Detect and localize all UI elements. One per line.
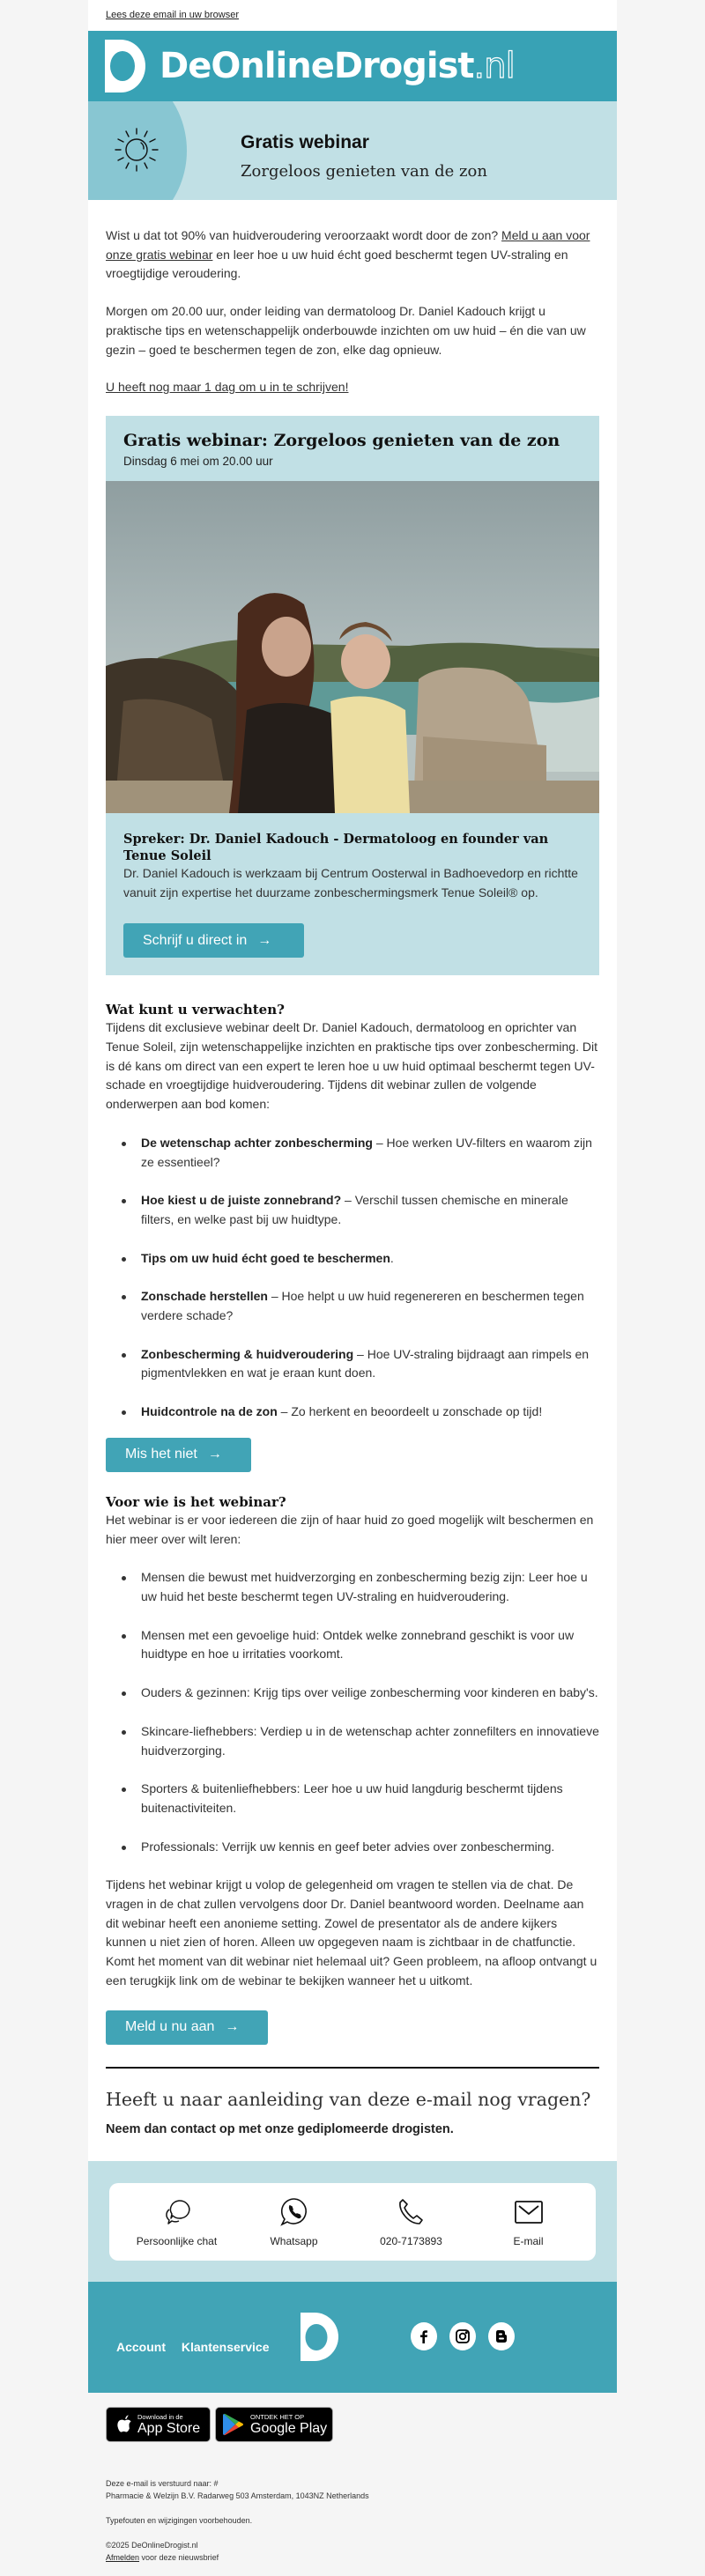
blogger-link[interactable] [488,2322,515,2350]
email-container [88,0,617,2393]
event-photo-illustration [106,481,599,813]
topic-bold: Zonschade herstellen [141,1289,268,1304]
whatsapp-icon [278,2196,310,2228]
topic-bold: Hoe kiest u de juiste zonnebrand? [141,1193,342,1208]
arrow-right-icon: → [207,1447,222,1462]
google-play-big: Google Play [250,2421,328,2436]
register-direct-button[interactable] [123,923,304,958]
banner-subtitle: Zorgeloos genieten van de zon [241,162,487,181]
expect-heading: Wat kunt u verwachten? [106,1002,285,1018]
contact-label: Persoonlijke chat [136,2234,218,2247]
top-bar [88,0,617,31]
questions-title: Heeft u naar aanleiding van deze e-mail nog vragen? [106,2088,591,2110]
contact-whatsapp[interactable] [241,2196,347,2247]
email-icon [513,2196,545,2228]
topic-rest: . [390,1250,394,1265]
topic-bold: Tips om uw huid écht goed te beschermen [141,1250,390,1265]
expect-text: Tijdens dit exclusieve webinar deelt Dr. Daniel Kadouch, dermatoloog en oprichter van Tenue Soleil, zijn wetenschappelijke inzichten en praktische tips over zonbescherming. Dit is dé kans om direct van een expert te leren hoe u uw huid optimaal beschermt tegen UV-schade en vroegtijdige huidveroudering. Tijdens dit webinar zullen de volgende onderwerpen aan bod komen: [106,1020,597,1112]
topic-rest: – Hoe helpt u uw huid regenereren en beschermen tegen verdere schade? [141,1289,584,1323]
topic-rest: – Hoe werken UV-filters en waarom zijn ze essentieel? [141,1135,592,1169]
app-store-small: Download in de [137,2413,183,2421]
audience-item: Skincare-liefhebbers: Verdiep u in de wetenschap achter zonnefilters en innovatieve huidverzorging. [141,1722,599,1760]
register-now-button[interactable] [106,2010,268,2045]
event-title: Gratis webinar: Zorgeloos genieten van de zon [123,430,560,450]
company-address: Pharmacie & Welzijn B.V. Radarweg 503 Amsterdam, 1043NZ Netherlands [106,2491,369,2500]
audience-list [106,1568,599,1856]
unsubscribe-link[interactable]: Afmelden [106,2553,140,2562]
contact-card [109,2183,596,2261]
hero-banner [88,101,617,200]
intro-paragraph-2: Morgen om 20.00 uur, onder leiding van dermatoloog Dr. Daniel Kadouch krijgt u praktische tips en wetenschappelijk onderbouwde inzichten om uw huid – én die van uw gezin – goed te beschermen tegen de zon, elke dag opnieuw. [106,304,586,357]
footer-links [116,2340,282,2354]
sent-to: Deze e-mail is verstuurd naar: # [106,2479,219,2488]
dont-miss-button[interactable] [106,1438,251,1472]
topic-item [141,1191,599,1229]
event-card [106,416,599,975]
signup-inline-link[interactable]: Meld u aan voor onze gratis webinar [106,228,590,262]
topic-item [141,1403,599,1422]
audience-section [88,1494,617,2045]
topic-item [141,1134,599,1172]
topic-item [141,1249,599,1269]
contact-label: Whatsapp [270,2234,318,2247]
topic-rest: – Hoe UV-straling bijdraagt aan rimpels en pigmentvlekken en wat je eraan kunt doen. [141,1346,590,1381]
event-card-header [106,416,599,481]
speaker-section [106,813,599,975]
brand-header [88,31,617,101]
footer-link-klantenservice[interactable]: Klantenservice [181,2339,270,2354]
topic-bold: Zonbescherming & huidveroudering [141,1346,354,1361]
audience-item: Ouders & gezinnen: Krijg tips over veilige zonbescherming voor kinderen en baby's. [141,1684,599,1703]
topic-bold: De wetenschap achter zonbescherming [141,1135,373,1150]
speaker-description: Dr. Daniel Kadouch is werkzaam bij Centrum Oosterwal in Badhoevedorp en richtte vanuit zijn expertise het duurzame zonbeschermingsmerk Tenue Soleil® op. [123,865,578,899]
contact-phone[interactable] [359,2196,464,2247]
intro-paragraph-3 [106,378,599,397]
legal-copyright-block [106,2539,599,2564]
contact-chat[interactable] [124,2196,230,2247]
audience-item: Professionals: Verrijk uw kennis en geef beter advies over zonbescherming. [141,1838,599,1857]
logo-main: DeOnlineDrogist [160,46,474,86]
unsubscribe-text: voor deze nieuwsbrief [139,2553,219,2562]
social-links [411,2322,515,2350]
topic-item [141,1287,599,1325]
below-footer [88,2391,617,2576]
audience-item: Mensen met een gevoelige huid: Ontdek welke zonnebrand geschikt is voor uw huidtype en hoe u irritaties voorkomt. [141,1626,599,1664]
audience-closing: Tijdens het webinar krijgt u volop de gelegenheid om vragen te stellen via de chat. De vragen in de chat zullen vervolgens door Dr. Daniel beantwoord worden. Deelname aan dit webinar heeft een anonieme setting. Zowel de presentator als de andere kijkers kunnen u niet zien of horen. Alleen uw opgegeven naam is zichtbaar in de chatfunctie. Komt het moment van dit webinar niet helemaal uit? Geen probleem, na afloop ontvangt u een terugkijk link om de webinar te bekijken wanneer het u uitkomt. [106,1877,597,1988]
view-in-browser-link[interactable]: Lees deze email in uw browser [106,10,240,20]
audience-text: Het webinar is er voor iedereen die zijn of haar huid zo goed mogelijk wilt beschermen en hier meer over wilt leren: [106,1512,594,1546]
footer-logo-icon[interactable] [301,2313,338,2361]
instagram-link[interactable] [449,2322,476,2350]
app-store-badge[interactable] [106,2407,211,2442]
section-divider [106,2067,599,2069]
phone-icon [396,2196,427,2228]
register-direct-label: Schrijf u direct in [143,932,248,948]
google-play-small: ONTDEK HET OP [250,2413,305,2421]
contact-label: E-mail [513,2234,544,2247]
topic-rest: – Verschil tussen chemische en minerale filters, en welke past bij uw huidtype. [141,1193,568,1226]
arrow-right-icon: → [225,2019,240,2035]
facebook-icon [418,2329,430,2343]
legal-recipient-block [106,2477,599,2502]
contact-label: 020-7173893 [380,2234,442,2247]
intro-text-after: en leer hoe u uw huid écht goed beschermt tegen UV-straling en vroegtijdige veroudering. [106,247,568,281]
logo-tld: .nl [473,46,515,86]
arrow-right-icon: → [257,932,272,948]
blogger-icon [494,2329,508,2343]
topics-list [106,1134,599,1422]
dont-miss-label: Mis het niet [125,1447,197,1462]
logo-wordmark[interactable] [160,48,515,84]
apple-icon [115,2415,132,2434]
intro-text [88,200,617,397]
footer-link-account[interactable]: Account [116,2339,166,2354]
deadline-link[interactable]: U heeft nog maar 1 dag om u in te schrijven! [106,380,349,395]
app-store-text [137,2413,200,2436]
topic-bold: Huidcontrole na de zon [141,1404,278,1419]
intro-paragraph-1 [106,226,599,284]
instagram-icon [455,2328,471,2344]
logo-d-icon[interactable] [105,40,145,93]
topic-item [141,1345,599,1383]
event-date: Dinsdag 6 mei om 20.00 uur [123,454,273,468]
contact-section [88,2161,617,2282]
facebook-link[interactable] [411,2322,437,2350]
copyright: ©2025 DeOnlineDrogist.nl [106,2541,198,2550]
intro-text-before: Wist u dat tot 90% van huidveroudering veroorzaakt wordt door de zon? [106,228,502,242]
footer [88,2282,617,2393]
google-play-text [250,2413,327,2436]
google-play-icon [223,2413,244,2436]
sun-icon [112,125,161,174]
event-photo[interactable] [106,481,599,813]
topic-rest: – Zo herkent en beoordeelt u zonschade op tijd! [277,1404,543,1419]
contact-email[interactable] [476,2196,582,2247]
disclaimer: Typefouten en wijzigingen voorbehouden. [106,2516,253,2525]
google-play-badge[interactable] [215,2407,333,2442]
app-store-badges [106,2407,599,2442]
app-store-big: App Store [137,2421,201,2436]
register-now-label: Meld u nu aan [125,2019,215,2035]
speaker-title: Spreker: Dr. Daniel Kadouch - Dermatoloog en founder van Tenue Soleil [123,831,549,863]
expect-section [88,1002,617,1472]
chat-icon [161,2196,193,2228]
audience-item: Sporters & buitenliefhebbers: Leer hoe u uw huid langdurig beschermt tijdens buitenactiviteiten. [141,1780,599,1817]
audience-item: Mensen die bewust met huidverzorging en zonbescherming bezig zijn: Leer hoe u uw huid het beste beschermt tegen UV-straling en huidveroudering. [141,1568,599,1606]
legal-text [106,2477,599,2564]
questions-subtitle: Neem dan contact op met onze gediplomeerde drogisten. [106,2121,454,2136]
audience-heading: Voor wie is het webinar? [106,1493,286,1510]
banner-title: Gratis webinar [241,132,369,152]
